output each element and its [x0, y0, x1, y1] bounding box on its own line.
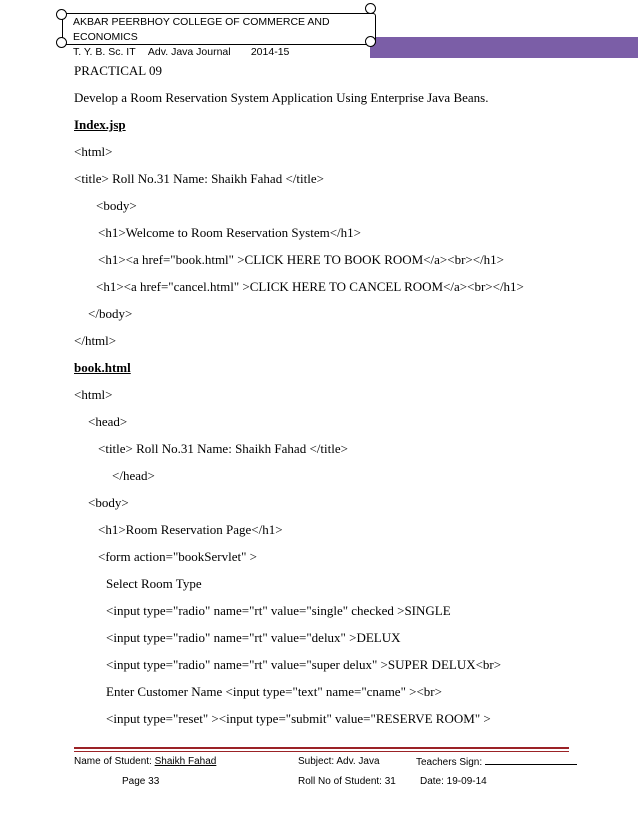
header-class: T. Y. B. Sc. IT	[73, 46, 136, 58]
header-year: 2014-15	[250, 46, 290, 58]
header-subject: Adv. Java Journal	[147, 46, 231, 58]
code-line: <head>	[88, 414, 128, 429]
footer-student	[74, 756, 216, 767]
header-accent-bar	[370, 37, 638, 58]
page-number: Page 33	[122, 776, 160, 787]
code-line: </body>	[88, 306, 133, 321]
teacher-sign-label: Teachers Sign:	[416, 757, 483, 768]
code-line: <form action="bookServlet" >	[98, 549, 257, 564]
footer-rule	[74, 747, 569, 749]
scroll-curl-icon	[56, 9, 67, 20]
code-line: <input type="radio" name="rt" value="delux" >DELUX	[106, 630, 401, 645]
footer-teacher-sign	[416, 756, 577, 768]
code-line: <title> Roll No.31 Name: Shaikh Fahad </title>	[74, 171, 324, 186]
code-line: <html>	[74, 144, 113, 159]
code-line: </head>	[112, 468, 155, 483]
code-line: <input type="reset" ><input type="submit" value="RESERVE ROOM" >	[106, 711, 491, 726]
scroll-curl-icon	[56, 37, 67, 48]
student-name: Shaikh Fahad	[154, 756, 217, 767]
code-line: <h1><a href="book.html" >CLICK HERE TO BOOK ROOM</a><br></h1>	[98, 252, 505, 267]
practical-aim: Develop a Room Reservation System Application Using Enterprise Java Beans.	[74, 90, 489, 105]
scroll-curl-icon	[365, 3, 376, 14]
header-banner	[62, 13, 376, 58]
code-line: Select Room Type	[106, 576, 202, 591]
footer-subject: Subject: Adv. Java	[298, 756, 380, 767]
code-line: Enter Customer Name <input type="text" name="cname" ><br>	[106, 684, 442, 699]
code-line: <input type="radio" name="rt" value="super delux" >SUPER DELUX<br>	[106, 657, 502, 672]
section-heading: book.html	[74, 360, 131, 375]
footer-date: Date: 19-09-14	[420, 776, 487, 787]
code-line: </html>	[74, 333, 117, 348]
code-line: <title> Roll No.31 Name: Shaikh Fahad </title>	[98, 441, 348, 456]
code-line: <body>	[96, 198, 137, 213]
practical-title: PRACTICAL 09	[74, 63, 162, 78]
section-heading: Index.jsp	[74, 117, 126, 132]
roll-number: Roll No of Student: 31	[298, 776, 396, 787]
code-line: <html>	[74, 387, 113, 402]
code-line: <h1>Welcome to Room Reservation System</h1>	[98, 225, 361, 240]
code-line: <input type="radio" name="rt" value="single" checked >SINGLE	[106, 603, 451, 618]
header-course-line	[73, 45, 375, 60]
code-line: <h1><a href="cancel.html" >CLICK HERE TO CANCEL ROOM</a><br></h1>	[96, 279, 524, 294]
college-name: AKBAR PEERBHOY COLLEGE OF COMMERCE AND ECONOMICS	[73, 16, 330, 43]
code-line: <body>	[88, 495, 129, 510]
student-label: Name of Student:	[74, 756, 152, 767]
footer-rule	[74, 751, 569, 752]
signature-line	[485, 756, 577, 765]
code-line: <h1>Room Reservation Page</h1>	[98, 522, 283, 537]
scroll-curl-icon	[365, 36, 376, 47]
